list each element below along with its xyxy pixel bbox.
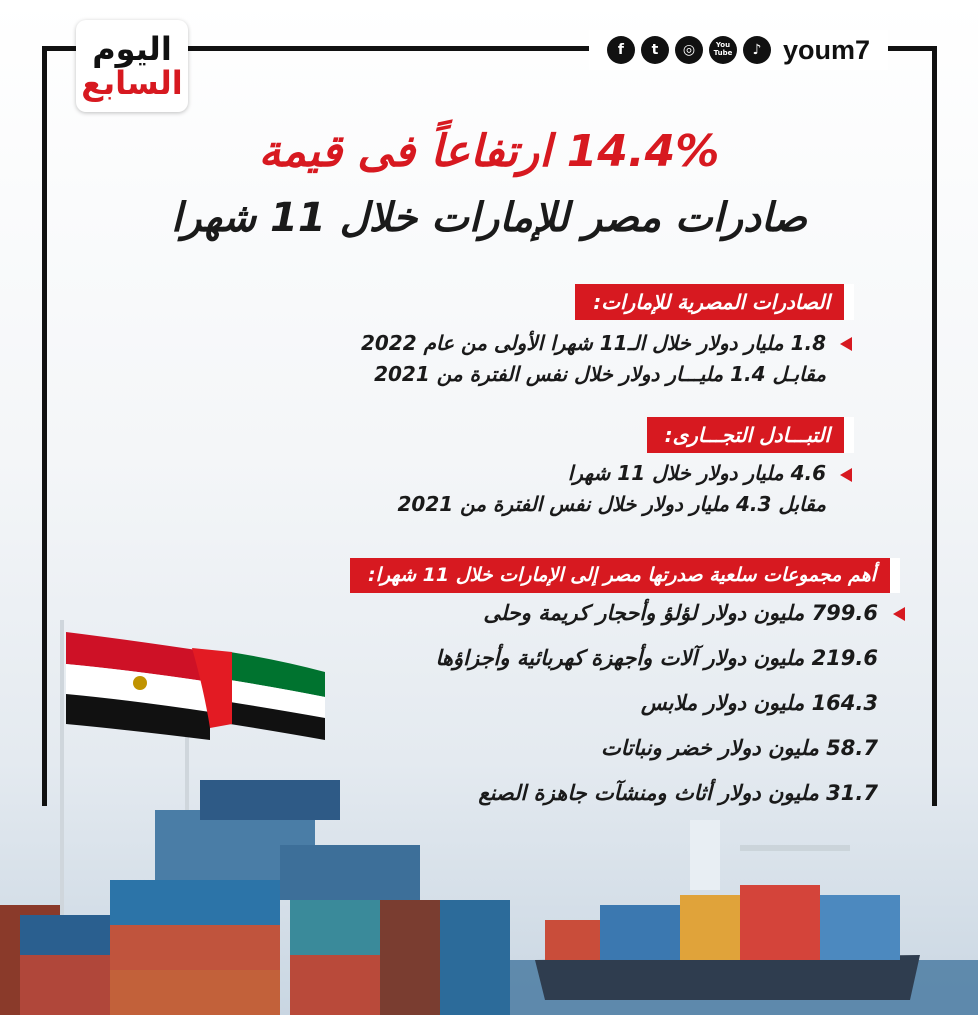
twitter-icon[interactable]: t [641, 36, 669, 64]
youm7-logo[interactable] [76, 20, 188, 112]
commodity-item: 31.7 مليون دولار أثاث ومنشآت جاهزة الصنع [478, 781, 878, 805]
uae-flag-icon [192, 648, 325, 740]
commodity-item: 799.6 مليون دولار لؤلؤ وأحجار كريمة وحلى [483, 601, 878, 625]
bullet-icon [893, 607, 905, 621]
tiktok-icon[interactable]: ♪ [743, 36, 771, 64]
section1-line2: مقابـل 1.4 مليـــار دولار خلال نفس الفترة من 2021 [374, 362, 826, 386]
flag-pole-uae [185, 650, 189, 810]
section2-line2: مقابل 4.3 مليار دولار خلال نفس الفترة من 2021 [397, 492, 826, 516]
container-stack [0, 780, 510, 1015]
commodity-item: 219.6 مليون دولار آلات وأجهزة كهربائية وأجزاؤها [435, 646, 878, 670]
flag-pole-egypt [60, 620, 64, 960]
commodity-item: 164.3 مليون دولار ملابس [640, 691, 878, 715]
section1-label: الصادرات المصرية للإمارات: [575, 284, 844, 320]
brand-name: youm7 [782, 34, 870, 65]
section2-line1: 4.6 مليار دولار خلال 11 شهرا [567, 461, 826, 485]
commodity-item: 58.7 مليون دولار خضر ونباتات [600, 736, 878, 760]
section1-text [361, 328, 826, 390]
facebook-icon[interactable]: f [607, 36, 635, 64]
headline-line2: صادرات مصر للإمارات خلال 11 شهرا [170, 195, 808, 241]
egypt-flag-icon [66, 632, 210, 740]
instagram-icon[interactable]: ◎ [675, 36, 703, 64]
section1-line1: 1.8 مليار دولار خلال الـ11 شهرا الأولى من عام 2022 [360, 331, 826, 355]
sea [500, 960, 978, 1015]
section3-label: أهم مجموعات سلعية صدرتها مصر إلى الإمارات خلال 11 شهرا: [350, 558, 890, 593]
bullet-icon [840, 468, 852, 482]
social-bar [589, 30, 888, 70]
bullet-icon [840, 337, 852, 351]
logo-line1: اليوم [92, 30, 172, 68]
headline-line1: 14.4% ارتفاعاً فى قيمة [258, 126, 720, 177]
cargo-ship [535, 820, 920, 1000]
section2-text [398, 458, 826, 520]
youtube-icon[interactable]: You Tube [709, 36, 737, 64]
logo-line2: السابع [81, 64, 183, 102]
section2-label: التبـــادل التجـــارى: [647, 417, 844, 453]
